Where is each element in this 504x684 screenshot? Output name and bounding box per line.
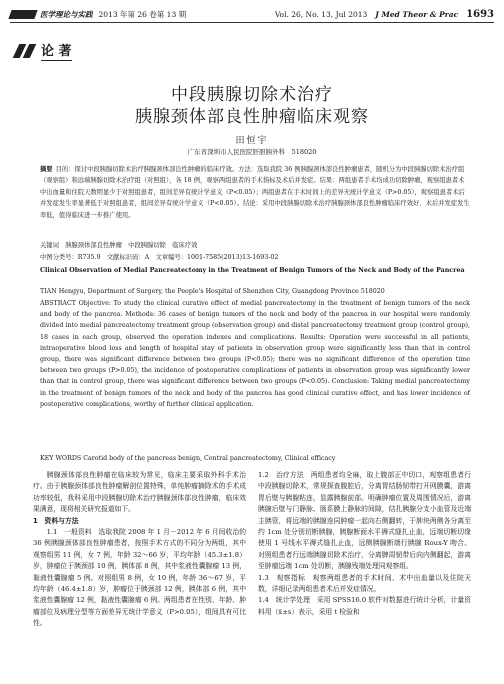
- abstract-cn: [40, 164, 470, 221]
- body-column-left: [33, 470, 246, 630]
- keywords-en: KEY WORDS Carotid body of the pancreas benign, Central pancreatectomy, Clinical efficacy: [40, 455, 336, 462]
- section-label: 论 著: [41, 40, 72, 61]
- section-heading-methods: 1 资料与方法: [33, 516, 79, 525]
- treatment-paragraph: 1.2 治疗方法 两组患者均全麻，取上腹部正中切口，观察组患者行中段胰腺切除术，常规探查腹腔后，分离胃结肠韧带打开网膜囊，游离胃后壁与胰腺粘连，显露胰腺前部。明确肿瘤位置及周围情况后，游离胰腺后壁与门静脉、肠系膜上静脉的间隙，结扎胰腺分支小血管及近端主胰管，将远端的胰腺连同肿瘤一起向右侧翻转，于肿块两侧各分离至约 1cm 处分别切断胰腺，胰腺断面水平褥式缝扎止血，远端切断切缘使用 1 号线水平褥式缝扎止血，远侧胰腺断端行胰腺 Roux-Y 吻合。对照组患者行远端胰腺切除术治疗，分离脾周韧带后向内侧翻起，游离至肿瘤远端 1cm 处切断，胰腺残端处理同观察组。: [258, 471, 471, 571]
- general-data-paragraph: 1.1 一般资料 选取我院 2008 年 1 月－2012 年 6 月间收治的 36 例胰腺颈体部良性肿瘤患者，按照手术方式的不同分为两组，其中观察组男 11 例，女 7 例，年龄 32～66 岁，平均年龄（45.3±1.8）岁，肿瘤位于胰颈部 10 例，胰体部 8 例，其中浆液性囊腺瘤 13 例，黏液性囊腺瘤 5 例。对照组男 8 例，女 10 例，年龄 36～67 岁，平均年龄（46.4±1.8）岁，肿瘤位于胰颈部 12 例，胰体部 6 例，其中浆液性囊腺瘤 12 例，黏液性囊腺瘤 6 例。两组患者在性别、年龄、肿瘤部位及病理分型等方面差异无统计学意义（P>0.05），组间具有可比性。: [33, 528, 246, 628]
- issue-en: Vol. 26, No. 13, Jul 2013: [274, 9, 368, 19]
- intro-paragraph: 胰腺颈体部良性肿瘤在临床较为常见，临床主要采取外科手术治疗。由于胰腺颈体部良性肿瘤解剖位置特殊，单纯肿瘤摘除术的手术成功率较低，我科采用中段胰腺切除术治疗胰腺颈体部良性肿瘤，临床效果满意，现将相关研究报道如下。: [33, 471, 246, 514]
- title-en: Clinical Observation of Medial Pancreatectomy in the Treatment of Benign Tumors of the Neck and Body of the Pancrea: [40, 267, 465, 274]
- statistics-paragraph: 1.4 统计学处理 采用 SPSS16.0 软件对数据进行统计分析，计量资料用（x̄±s）表示，采用 t 检验和: [258, 596, 471, 616]
- page-number: 1693: [466, 8, 494, 20]
- body-column-right: [258, 470, 471, 618]
- author: 田恒宇: [235, 136, 269, 146]
- indicators-paragraph: 1.3 观察指标 观察两组患者的手术时间、术中出血量以及住院天数，详细记录两组患者术后并发症情况。: [258, 573, 471, 594]
- affiliation: 广东省深圳市人民医院肝胆胰外科 518020: [187, 148, 317, 156]
- author-en: TIAN Hengyu, Department of Surgery, the People's Hospital of Shenzhen City, Guangdong Province 518020: [40, 288, 385, 295]
- keywords-cn: 关键词 胰腺颈体部良性肿瘤 中段胰腺切除 临床疗效: [40, 242, 198, 249]
- journal-name: 医学理论与实践: [40, 9, 93, 19]
- journal-name-en: J Med Theor & Prac: [375, 9, 459, 19]
- abstract-lead: 摘要: [40, 166, 53, 173]
- running-header: [10, 6, 494, 23]
- title-line-2: 胰腺颈体部良性肿瘤临床观察: [135, 107, 369, 127]
- abstract-en: ABSTRACT Objective: To study the clinical curative effect of medial pancreatectomy in the treatment of benign tumors of the neck and body of the pancrea. Methods: 36 cases of benign tumors of the neck and body of the pancrea in our hospital were randomly divided into medial pancreatectomy treatment group (observation group) and distal pancreatectomy treatment group (control group), 18 cases in each group, observed the operation indexes and complications. Results: Operation were successful in all patients, intraoperative blood loss and length of hospital stay of patients in observation group were significantly less than that in control group, there was significant difference between two groups (P<0.05); there was no significant difference of the operation time between two groups (P>0.05), the incidence of postoperative complications of patients in observation group was significantly lower than that in control group, there was significant difference between two groups (P<0.05). Conclusion: Taking medial pancreatectomy in the treatment of benign tumors of the neck and body of the pancrea has good clinical curative effect, and has lower incidence of postoperative complications, worthy of further clinical application.: [40, 300, 470, 408]
- journal-logo-icon: [8, 10, 37, 19]
- abstract-text: 目的：探讨中段胰腺切除术治疗胰腺颈体部良性肿瘤的临床疗效。方法：选取我院 36 例胰腺颈体部良性肿瘤患者，随机分为中段胰腺切除术治疗组（观察组）和远端胰腺切除术治疗组（对照组），各 18 例，观察两组患者的手术指标及术后并发症。结果：两组患者手术均成功切除肿瘤，观察组患者术中出血量和住院天数明显少于对照组患者，组间差异有统计学意义（P<0.05）；两组患者在手术时间上的差异无统计学意义（P>0.05），观察组患者术后并发症发生率显著低于对照组患者，组间差异有统计学意义（P<0.05）。结论：采用中段胰腺切除术治疗胰腺颈体部良性肿瘤临床疗效好、术后并发症发生率低，值得临床进一步推广使用。: [40, 166, 470, 219]
- issue-cn: 2013 年第 26 卷第 13 期: [98, 9, 187, 19]
- section-heading: [16, 40, 72, 61]
- title-line-1: 中段胰腺切除术治疗: [171, 85, 333, 105]
- classification-cn: 中图分类号：R735.9 文献标识码：A 文章编号：1001-7585(2013)13-1693-02: [40, 254, 279, 261]
